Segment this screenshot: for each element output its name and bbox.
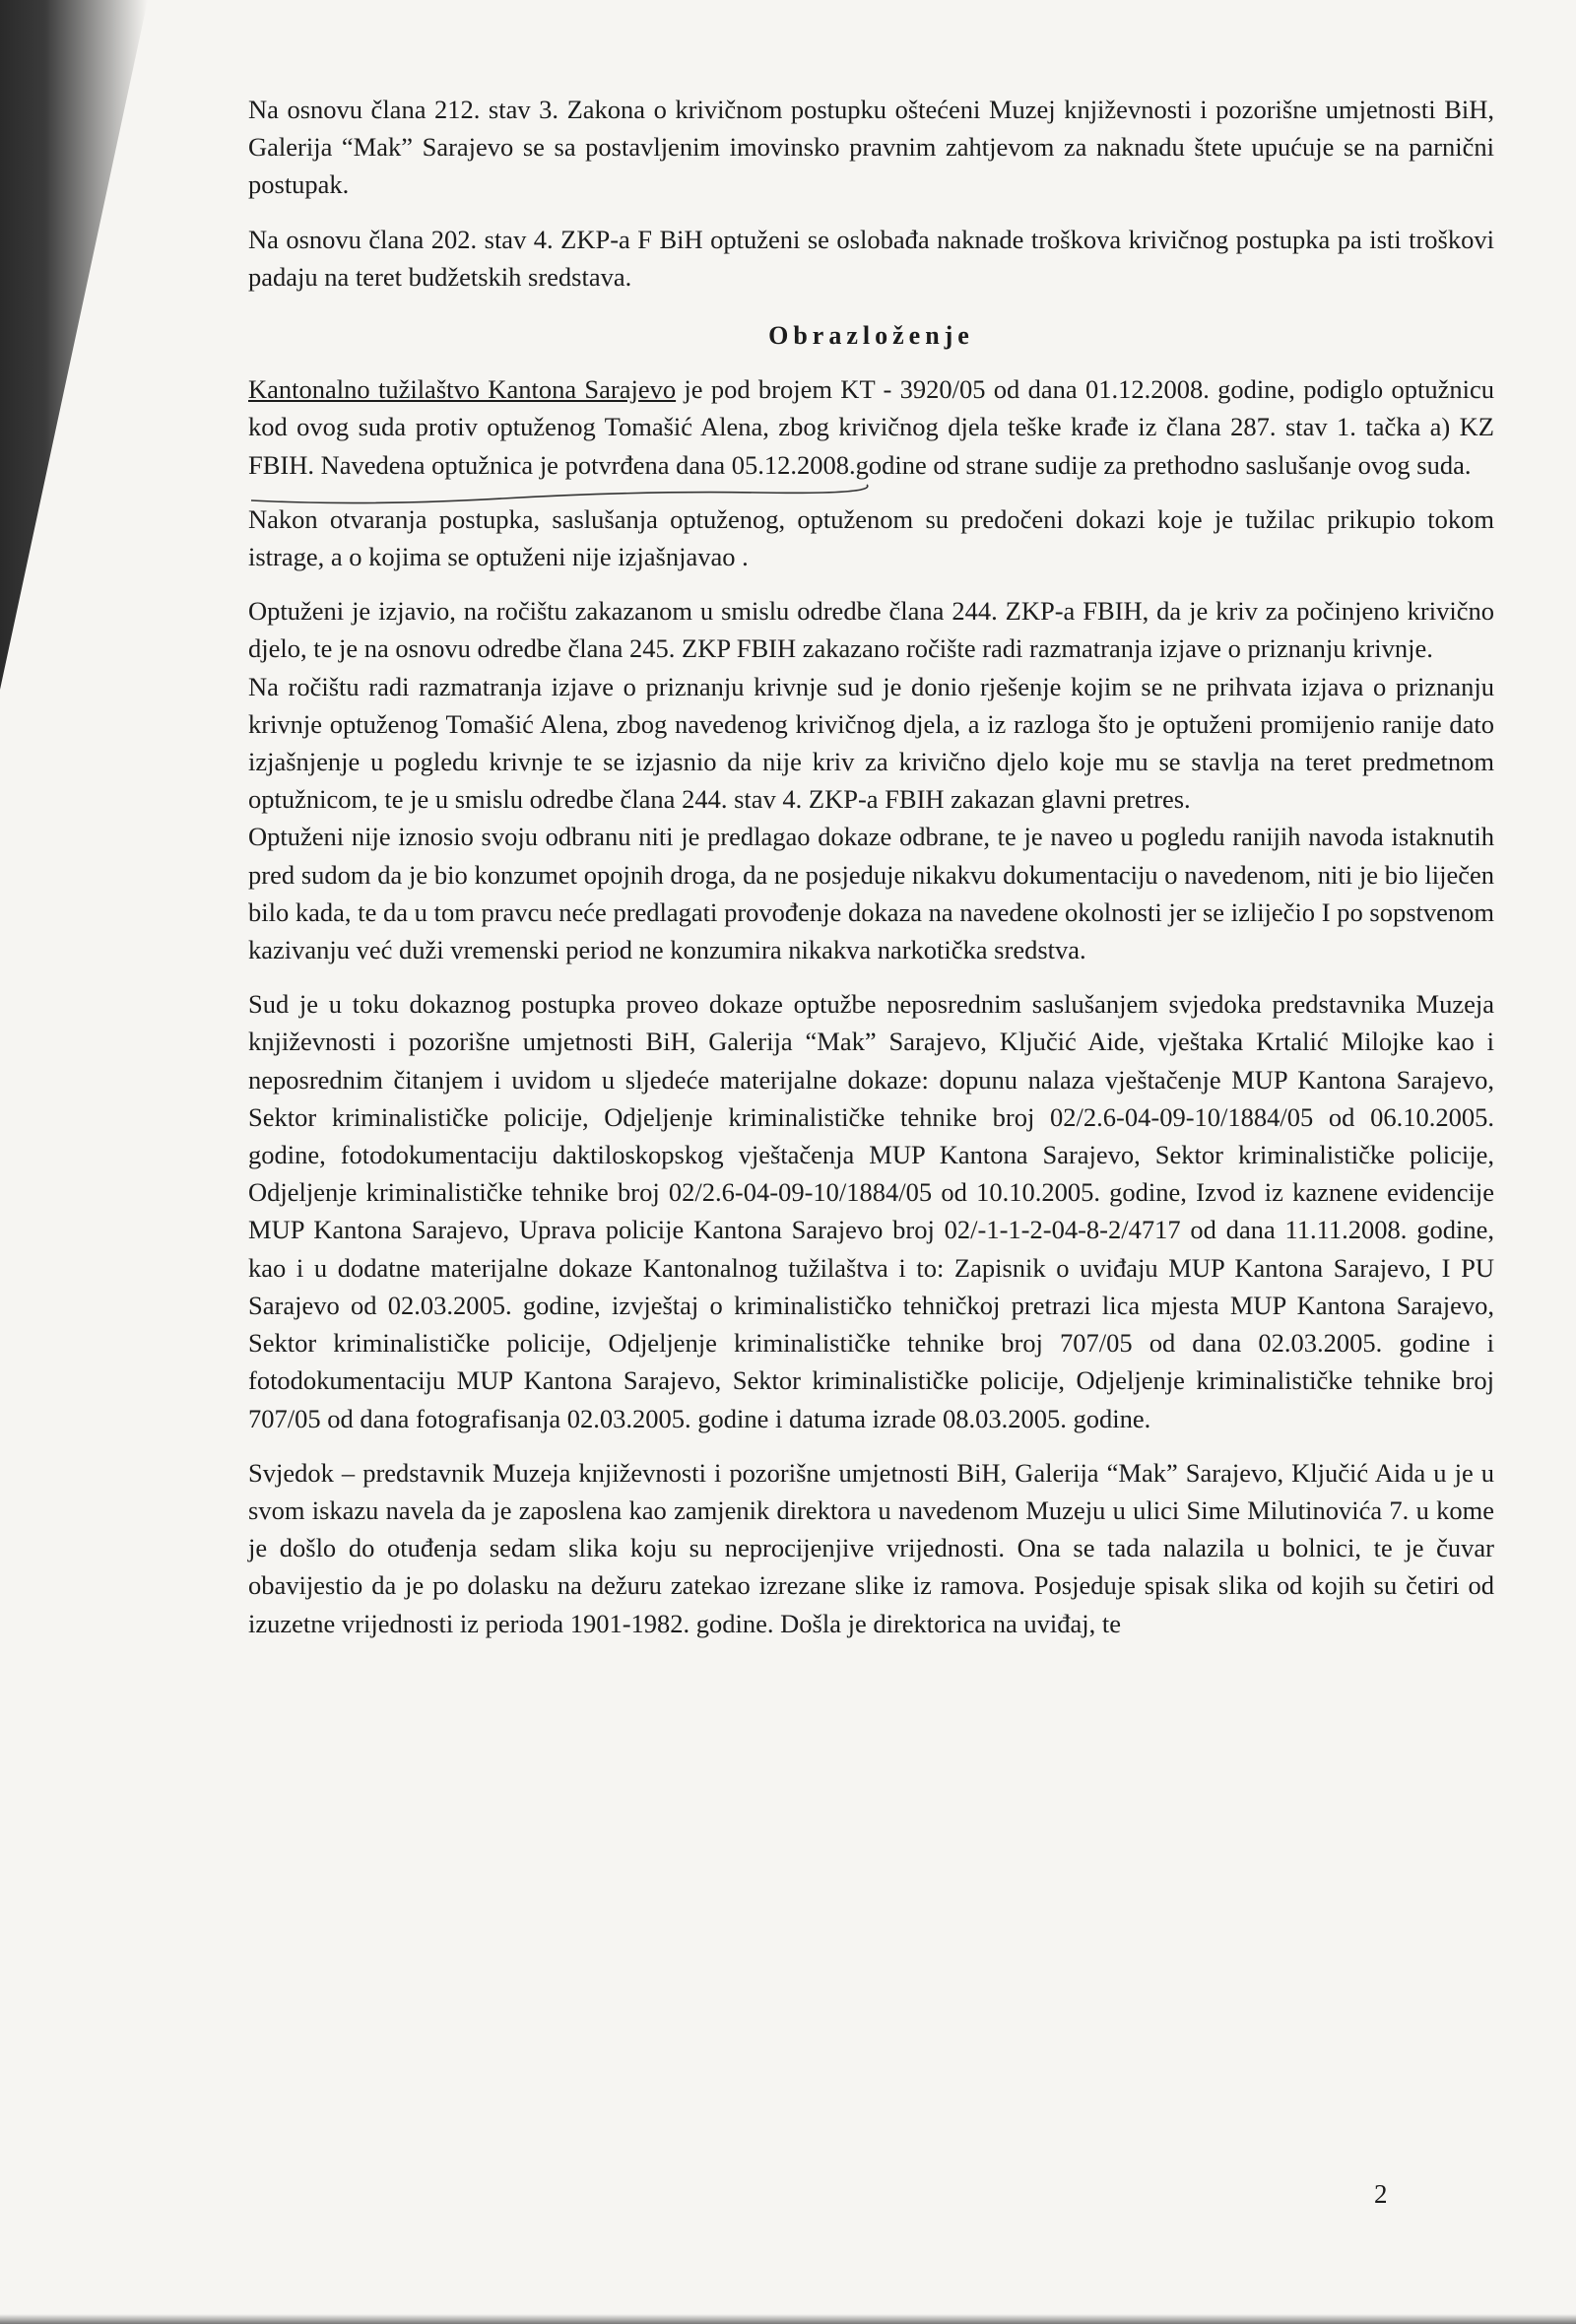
section-heading-reasoning: Obrazloženje [768, 321, 974, 351]
paragraph-defense: Optuženi nije iznosio svoju odbranu niti je predlagao dokaze odbrane, te je naveo u pogledu ranijih navoda istaknutih pred sudom da je bio konzumet opojnih droga, da ne posjeduje nikakvu dokumentaciju o navedenom, niti je bio liječen bilo kada, te da u tom pravcu neće predlagati provođenje dokaza na navedene okolnosti jer se izliječio I po sopstvenom kazivanju već duži vremenski period ne konzumira nikakva narkotička sredstva. [248, 822, 1494, 965]
page-number: 2 [1374, 2179, 1388, 2209]
paragraph-plea-rejected: Na ročištu radi razmatranja izjave o priznanju krivnje sud je donio rješenje kojim se ne prihvata izjava o priznanju krivnje optuženog Tomašić Alena, zbog navedenog krivičnog djela, a iz razloga što je optuženi promijenio ranije dato izjašnjenje u pogledu krivnje te se izjasnio da nije kriv za krivično djelo koje mu se stavlja na teret predmetnom optužnicom, te je u smislu odredbe člana 244. stav 4. ZKP-a FBIH zakazan glavni pretres. [248, 671, 1494, 815]
scan-corner-shadow [0, 0, 148, 1576]
prosecutor-office-name: Kantonalno tužilaštvo Kantona Sarajevo [248, 374, 677, 405]
paragraph-guilty-plea: Optuženi je izjavio, na ročištu zakazanom u smislu odredbe člana 244. ZKP-a FBIH, da je kriv za počinjeno krivično djelo, te je na osnovu odredbe člana 245. ZKP FBIH zakazano ročište radi razmatranja izjave o priznanju krivnje. [248, 596, 1494, 664]
paragraph-indictment-text: je pod brojem KT - 3920/05 od dana 01.12.2008. godine, podiglo optužnicu kod ovog suda protiv optuženog Tomašić Alena, zbog krivičnog djela teške krađe iz člana 287. stav 1. tačka a) KZ FBIH. Navedena optužnica je potvrđena dana 05.12.2008.godine od strane sudije za prethodno saslušanje ovog suda. [248, 374, 1494, 480]
paragraph-indictment [248, 370, 1494, 484]
paragraph-witness-statement: Svjedok – predstavnik Muzeja književnosti i pozorišne umjetnosti BiH, Galerija “Mak” Sarajevo, Ključić Aida u je u svom iskazu navela da je zaposlena kao zamjenik direktora u navedenom Muzeju u ulici Sime Milutinovića 7. u kome je došlo do otuđenja sedam slika koju su neprocijenjive vrijednosti. Ona se tada nalazila u bolnici, te je čuvar obavijestio da je po dolasku na dežuru zatekao izrezane slike iz ramova. Posjeduje spisak slika od kojih su četiri od izuzetne vrijednosti iz perioda 1901-1982. godine. Došla je direktorica na uviđaj, te [248, 1457, 1494, 1638]
paragraph-property-claim: Na osnovu člana 212. stav 3. Zakona o krivičnom postupku oštećeni Muzej književnosti i pozorišne umjetnosti BiH, Galerija “Mak” Sarajevo se sa postavljenim imovinsko pravnim zahtjevom za naknadu štete upućuje se na parnični postupak. [248, 95, 1494, 200]
paragraph-procedure-opening: Nakon otvaranja postupka, saslušanja optuženog, optuženom su predočeni dokazi koje je tužilac prikupio tokom istrage, a o kojima se optuženi nije izjašnjavao . [248, 503, 1494, 572]
paragraph-evidence: Sud je u toku dokaznog postupka proveo dokaze optužbe neposrednim saslušanjem svjedoka predstavnika Muzeja književnosti i pozorišne umjetnosti BiH, Galerija “Mak” Sarajevo, Ključić Aide, vještaka Krtalić Milojke kao i neposrednim čitanjem i uvidom u sljedeće materijalne dokaze: dopunu nalaza vještačenje MUP Kantona Sarajevo, Sektor kriminalističke policije, Odjeljenje kriminalističke tehnike broj 02/2.6-04-09-10/1884/05 od 06.10.2005. godine, fotodokumentaciju daktiloskopskog vještačenja MUP Kantona Sarajevo, Sektor kriminalističke policije, Odjeljenje kriminalističke tehnike broj 02/2.6-04-09-10/1884/05 od 10.10.2005. godine, Izvod iz kaznene evidencije MUP Kantona Sarajevo, Uprava policije Kantona Sarajevo broj 02/-1-1-2-04-8-2/4717 od dana 11.11.2008. godine, kao i u dodatne materijalne dokaze Kantonalnog tužilaštva i to: Zapisnik o uviđaju MUP Kantona Sarajevo, I PU Sarajevo od 02.03.2005. godine, izvještaj o kriminalističko tehničkoj pretrazi lica mjesta MUP Kantona Sarajevo, Sektor kriminalističke policije, Odjeljenje kriminalističke tehnike broj 707/05 od dana 02.03.2005. godine i fotodokumentaciju MUP Kantona Sarajevo, Sektor kriminalističke policije, Odjeljenje kriminalističke tehnike broj 707/05 od dana fotografisanja 02.03.2005. godine i datuma izrade 08.03.2005. godine. [248, 989, 1494, 1433]
document-body [248, 91, 1494, 1642]
scan-bottom-edge [0, 2314, 1576, 2324]
paragraph-costs: Na osnovu člana 202. stav 4. ZKP-a F BiH optuženi se oslobađa naknade troškova krivičnog postupka pa isti troškovi padaju na teret budžetskih sredstava. [248, 224, 1494, 292]
